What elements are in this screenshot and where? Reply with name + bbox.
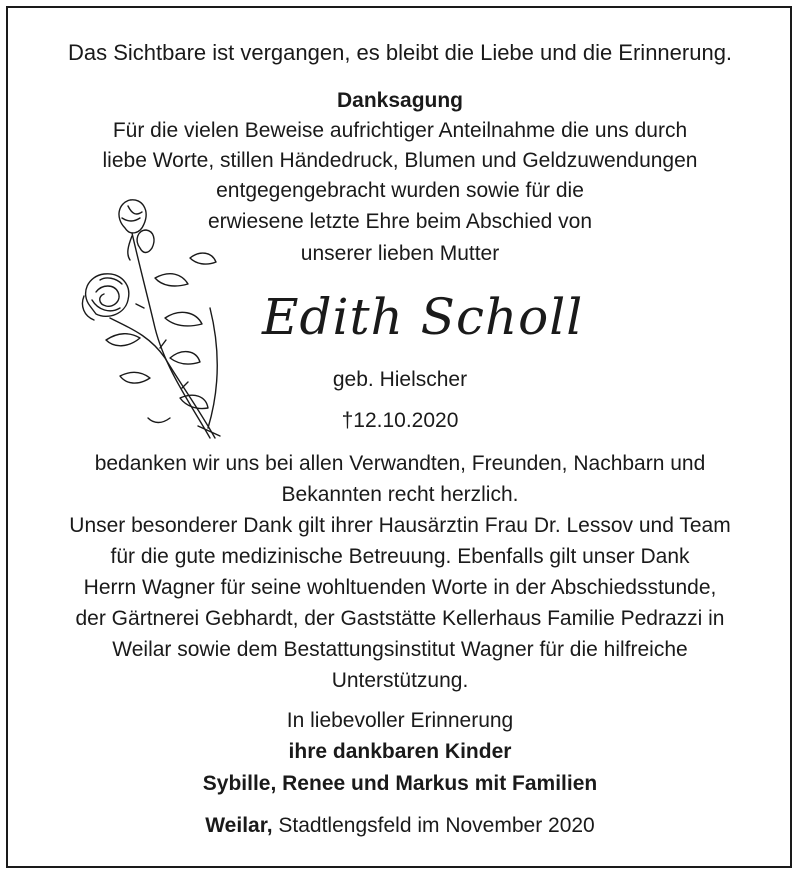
body-line: bedanken wir uns bei allen Verwandten, Freunden, Nachbarn und <box>94 452 706 475</box>
place-date <box>0 813 800 839</box>
place-name: Weilar, <box>205 814 273 837</box>
intro-line: liebe Worte, stillen Händedruck, Blumen und Geldzuwendungen <box>102 149 698 172</box>
body-line: Unser besonderer Dank gilt ihrer Hausärztin Frau Dr. Lessov und Team <box>69 514 731 537</box>
body-line: Unterstützung. <box>331 669 469 692</box>
death-info <box>0 408 800 434</box>
intro-line: Für die vielen Beweise aufrichtiger Anteilnahme die uns durch <box>112 119 688 142</box>
body-line: Bekannten recht herzlich. <box>281 483 519 506</box>
place-date-rest: Stadtlengsfeld im November 2020 <box>272 814 595 837</box>
body-line: Herrn Wagner für seine wohltuenden Worte in der Abschiedsstunde, <box>83 576 717 599</box>
rose-illustration-icon <box>70 188 230 443</box>
motto: Das Sichtbare ist vergangen, es bleibt die Liebe und die Erinnerung. <box>67 40 733 65</box>
body-line: für die gute medizinische Betreuung. Ebenfalls gilt unser Dank <box>110 545 690 568</box>
closing-names: Sybille, Renee und Markus mit Familien <box>202 772 598 795</box>
cross-icon: † <box>341 409 354 432</box>
maiden-name: geb. Hielscher <box>332 368 468 391</box>
heading: Danksagung <box>336 89 464 112</box>
deceased-name: Edith Scholl <box>262 288 584 346</box>
body-line: der Gärtnerei Gebhardt, der Gaststätte Kellerhaus Familie Pedrazzi in <box>75 607 725 630</box>
intro-line: erwiesene letzte Ehre beim Abschied von <box>207 210 593 233</box>
closing-children: ihre dankbaren Kinder <box>288 740 512 763</box>
intro-line: entgegengebracht wurden sowie für die <box>216 179 584 202</box>
closing-line: In liebevoller Erinnerung <box>286 709 514 732</box>
body-line: Weilar sowie dem Bestattungsinstitut Wagner für die hilfreiche <box>112 638 688 661</box>
intro-line: unserer lieben Mutter <box>300 242 500 265</box>
death-date: 12.10.2020 <box>353 409 459 432</box>
